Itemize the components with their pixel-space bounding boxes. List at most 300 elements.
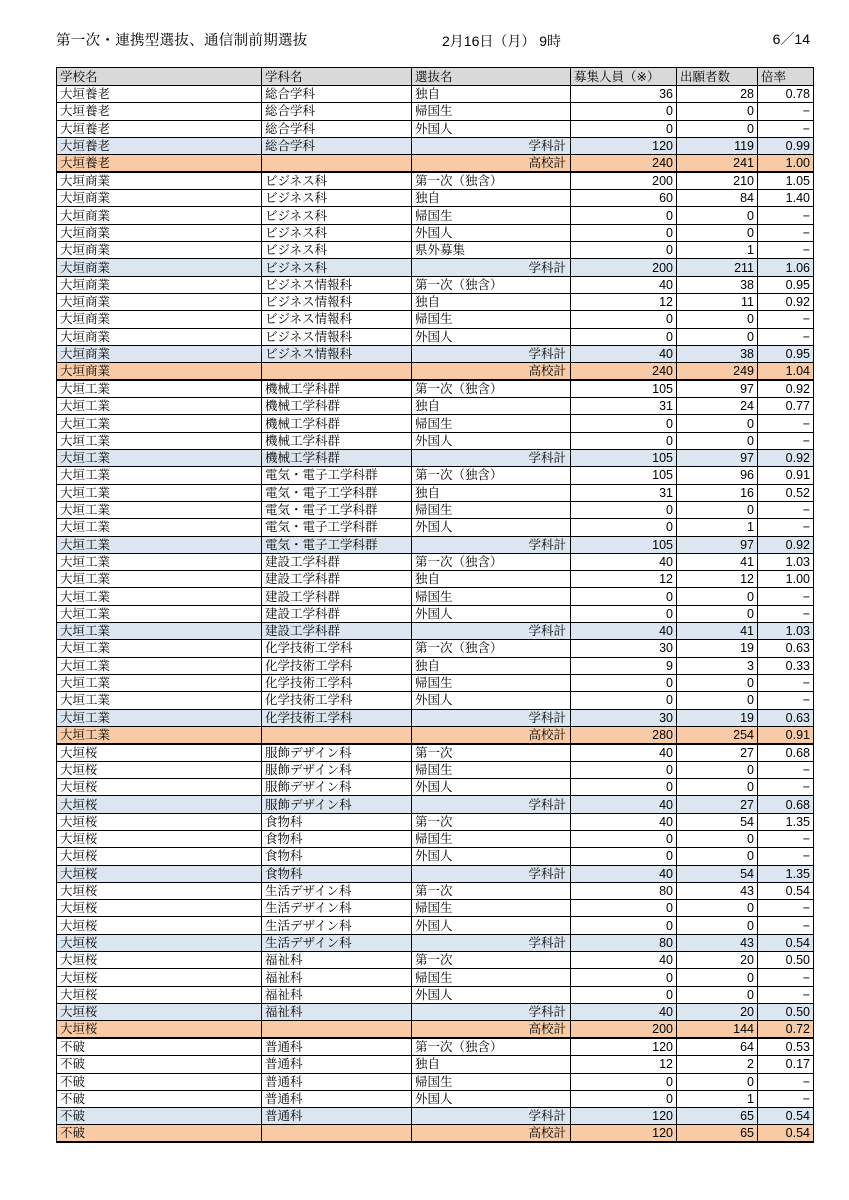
cell-selection: 外国人 [412, 120, 571, 137]
cell-quota: 12 [571, 571, 677, 588]
cell-ratio: 0.50 [758, 1003, 814, 1020]
cell-school: 不破 [57, 1125, 262, 1143]
cell-department: 電気・電子工学科群 [262, 519, 412, 536]
cell-ratio: − [758, 1073, 814, 1090]
cell-school: 大垣桜 [57, 1003, 262, 1020]
cell-department: 生活デザイン科 [262, 882, 412, 899]
cell-selection: 外国人 [412, 224, 571, 241]
cell-ratio: 1.35 [758, 813, 814, 830]
cell-school: 大垣桜 [57, 830, 262, 847]
cell-quota: 12 [571, 1056, 677, 1073]
cell-school: 大垣工業 [57, 432, 262, 449]
cell-school: 大垣商業 [57, 259, 262, 276]
cell-ratio: − [758, 432, 814, 449]
table-row [57, 779, 814, 796]
cell-applicants: 27 [677, 796, 758, 813]
cell-applicants: 97 [677, 450, 758, 467]
cell-ratio: 0.63 [758, 709, 814, 726]
cell-selection: 学科計 [412, 1003, 571, 1020]
cell-selection: 学科計 [412, 536, 571, 553]
table-row [57, 952, 814, 969]
cell-selection: 帰国生 [412, 674, 571, 691]
cell-quota: 0 [571, 588, 677, 605]
cell-selection: 学科計 [412, 259, 571, 276]
cell-selection: 外国人 [412, 917, 571, 934]
table-row [57, 761, 814, 778]
cell-school: 大垣工業 [57, 674, 262, 691]
cell-applicants: 65 [677, 1125, 758, 1143]
cell-department [262, 726, 412, 744]
cell-quota: 240 [571, 363, 677, 381]
cell-school: 大垣工業 [57, 415, 262, 432]
table-row [57, 900, 814, 917]
cell-quota: 0 [571, 986, 677, 1003]
cell-school: 大垣桜 [57, 1021, 262, 1039]
table-row [57, 588, 814, 605]
cell-ratio: − [758, 900, 814, 917]
cell-ratio: − [758, 692, 814, 709]
cell-ratio: 1.00 [758, 155, 814, 173]
cell-school: 大垣工業 [57, 571, 262, 588]
cell-quota: 280 [571, 726, 677, 744]
cell-ratio: 0.91 [758, 726, 814, 744]
cell-ratio: 1.40 [758, 190, 814, 207]
cell-school: 大垣商業 [57, 363, 262, 381]
cell-selection: 独自 [412, 86, 571, 103]
table-row [57, 328, 814, 345]
cell-selection: 第一次 [412, 952, 571, 969]
cell-quota: 0 [571, 103, 677, 120]
cell-ratio: − [758, 1090, 814, 1107]
cell-applicants: 119 [677, 137, 758, 154]
cell-quota: 0 [571, 1090, 677, 1107]
cell-school: 大垣工業 [57, 398, 262, 415]
table-row [57, 674, 814, 691]
cell-quota: 105 [571, 536, 677, 553]
cell-school: 大垣桜 [57, 952, 262, 969]
cell-quota: 200 [571, 259, 677, 276]
admissions-table-container [56, 67, 813, 1143]
table-row [57, 865, 814, 882]
cell-selection: 第一次 [412, 882, 571, 899]
cell-quota: 0 [571, 848, 677, 865]
table-row [57, 744, 814, 762]
table-row [57, 501, 814, 518]
cell-selection: 第一次（独含） [412, 640, 571, 657]
cell-department: 化学技術工学科 [262, 692, 412, 709]
cell-school: 大垣商業 [57, 328, 262, 345]
cell-school: 大垣商業 [57, 345, 262, 362]
cell-selection: 第一次（独含） [412, 380, 571, 398]
cell-ratio: − [758, 207, 814, 224]
cell-school: 大垣桜 [57, 796, 262, 813]
table-row [57, 969, 814, 986]
cell-applicants: 0 [677, 969, 758, 986]
table-row [57, 415, 814, 432]
cell-selection: 外国人 [412, 605, 571, 622]
cell-selection: 帰国生 [412, 103, 571, 120]
cell-ratio: − [758, 242, 814, 259]
cell-department: 建設工学科群 [262, 571, 412, 588]
cell-department: 総合学科 [262, 120, 412, 137]
cell-selection: 帰国生 [412, 415, 571, 432]
table-row [57, 155, 814, 173]
header-date: 2月16日（月） 9時 [442, 33, 562, 49]
cell-school: 大垣商業 [57, 276, 262, 293]
cell-quota: 0 [571, 692, 677, 709]
cell-quota: 105 [571, 380, 677, 398]
cell-applicants: 0 [677, 848, 758, 865]
cell-quota: 240 [571, 155, 677, 173]
table-header-row [57, 68, 814, 86]
cell-department: ビジネス科 [262, 224, 412, 241]
cell-quota: 40 [571, 813, 677, 830]
table-row [57, 450, 814, 467]
cell-selection: 帰国生 [412, 501, 571, 518]
cell-school: 大垣商業 [57, 293, 262, 310]
table-row [57, 311, 814, 328]
cell-ratio: 0.52 [758, 484, 814, 501]
cell-school: 不破 [57, 1038, 262, 1056]
cell-school: 大垣商業 [57, 190, 262, 207]
cell-school: 大垣養老 [57, 103, 262, 120]
cell-department: 食物科 [262, 865, 412, 882]
cell-school: 大垣工業 [57, 484, 262, 501]
cell-ratio: − [758, 917, 814, 934]
table-row [57, 623, 814, 640]
table-row [57, 1108, 814, 1125]
cell-school: 大垣工業 [57, 467, 262, 484]
cell-selection: 第一次（独含） [412, 1038, 571, 1056]
cell-ratio: − [758, 986, 814, 1003]
cell-department: 機械工学科群 [262, 398, 412, 415]
cell-applicants: 0 [677, 830, 758, 847]
cell-applicants: 38 [677, 345, 758, 362]
cell-department: 建設工学科群 [262, 623, 412, 640]
table-row [57, 1073, 814, 1090]
cell-applicants: 0 [677, 328, 758, 345]
cell-selection: 独自 [412, 398, 571, 415]
table-body [57, 86, 814, 1143]
cell-applicants: 19 [677, 709, 758, 726]
cell-school: 大垣商業 [57, 207, 262, 224]
cell-department: 生活デザイン科 [262, 934, 412, 951]
cell-ratio: 0.95 [758, 276, 814, 293]
table-row [57, 605, 814, 622]
cell-ratio: 0.68 [758, 744, 814, 762]
table-row [57, 242, 814, 259]
cell-applicants: 0 [677, 692, 758, 709]
cell-quota: 120 [571, 1038, 677, 1056]
cell-quota: 80 [571, 882, 677, 899]
cell-applicants: 65 [677, 1108, 758, 1125]
cell-ratio: − [758, 103, 814, 120]
page-number: 6／14 [772, 31, 810, 47]
cell-quota: 0 [571, 432, 677, 449]
cell-school: 大垣桜 [57, 917, 262, 934]
cell-selection: 第一次（独含） [412, 172, 571, 190]
table-row [57, 986, 814, 1003]
cell-school: 大垣桜 [57, 900, 262, 917]
cell-quota: 36 [571, 86, 677, 103]
cell-ratio: 0.54 [758, 934, 814, 951]
cell-ratio: − [758, 674, 814, 691]
cell-quota: 0 [571, 242, 677, 259]
cell-quota: 40 [571, 553, 677, 570]
cell-department: 福祉科 [262, 986, 412, 1003]
cell-school: 大垣桜 [57, 761, 262, 778]
cell-selection: 高校計 [412, 726, 571, 744]
cell-selection: 高校計 [412, 1021, 571, 1039]
cell-department [262, 363, 412, 381]
cell-quota: 40 [571, 1003, 677, 1020]
cell-department: 生活デザイン科 [262, 900, 412, 917]
cell-department: 普通科 [262, 1073, 412, 1090]
column-header-ratio: 倍率 [758, 68, 814, 86]
cell-applicants: 41 [677, 623, 758, 640]
cell-quota: 120 [571, 137, 677, 154]
cell-applicants: 11 [677, 293, 758, 310]
cell-school: 大垣養老 [57, 120, 262, 137]
cell-department: 化学技術工学科 [262, 709, 412, 726]
cell-quota: 0 [571, 917, 677, 934]
cell-ratio: 0.54 [758, 1125, 814, 1143]
cell-department: 化学技術工学科 [262, 674, 412, 691]
cell-applicants: 0 [677, 917, 758, 934]
cell-department: 普通科 [262, 1056, 412, 1073]
cell-applicants: 38 [677, 276, 758, 293]
cell-school: 大垣桜 [57, 969, 262, 986]
table-row [57, 398, 814, 415]
cell-quota: 9 [571, 657, 677, 674]
cell-quota: 0 [571, 311, 677, 328]
table-row [57, 363, 814, 381]
cell-selection: 外国人 [412, 519, 571, 536]
cell-school: 大垣養老 [57, 155, 262, 173]
cell-applicants: 43 [677, 882, 758, 899]
cell-school: 大垣桜 [57, 779, 262, 796]
cell-selection: 第一次（独含） [412, 276, 571, 293]
cell-ratio: 0.78 [758, 86, 814, 103]
cell-ratio: 0.92 [758, 380, 814, 398]
cell-school: 大垣桜 [57, 986, 262, 1003]
cell-department: 普通科 [262, 1108, 412, 1125]
cell-department: 普通科 [262, 1038, 412, 1056]
cell-selection: 高校計 [412, 363, 571, 381]
table-row [57, 276, 814, 293]
table-row [57, 380, 814, 398]
cell-applicants: 20 [677, 1003, 758, 1020]
cell-department: 服飾デザイン科 [262, 779, 412, 796]
cell-applicants: 0 [677, 103, 758, 120]
cell-applicants: 211 [677, 259, 758, 276]
cell-quota: 40 [571, 744, 677, 762]
cell-ratio: 0.77 [758, 398, 814, 415]
column-header-quota: 募集人員（※） [571, 68, 677, 86]
cell-applicants: 0 [677, 207, 758, 224]
cell-quota: 0 [571, 415, 677, 432]
cell-quota: 31 [571, 398, 677, 415]
cell-department: ビジネス情報科 [262, 293, 412, 310]
cell-quota: 60 [571, 190, 677, 207]
cell-department [262, 1021, 412, 1039]
cell-selection: 学科計 [412, 796, 571, 813]
admissions-table [56, 67, 814, 1143]
cell-ratio: 1.03 [758, 553, 814, 570]
cell-applicants: 3 [677, 657, 758, 674]
cell-quota: 105 [571, 450, 677, 467]
cell-department: 食物科 [262, 830, 412, 847]
cell-quota: 200 [571, 172, 677, 190]
table-row [57, 467, 814, 484]
cell-school: 大垣工業 [57, 450, 262, 467]
cell-quota: 40 [571, 952, 677, 969]
column-header-selection: 選抜名 [412, 68, 571, 86]
column-header-applicants: 出願者数 [677, 68, 758, 86]
cell-school: 大垣工業 [57, 605, 262, 622]
cell-quota: 30 [571, 709, 677, 726]
table-row [57, 1090, 814, 1107]
cell-applicants: 19 [677, 640, 758, 657]
cell-school: 大垣工業 [57, 519, 262, 536]
cell-ratio: 0.91 [758, 467, 814, 484]
table-row [57, 484, 814, 501]
cell-school: 不破 [57, 1073, 262, 1090]
table-row [57, 882, 814, 899]
table-row [57, 571, 814, 588]
cell-applicants: 0 [677, 674, 758, 691]
cell-ratio: 1.03 [758, 623, 814, 640]
cell-quota: 0 [571, 830, 677, 847]
table-row [57, 345, 814, 362]
cell-quota: 105 [571, 467, 677, 484]
table-row [57, 657, 814, 674]
cell-selection: 帰国生 [412, 830, 571, 847]
cell-department: ビジネス科 [262, 172, 412, 190]
cell-selection: 独自 [412, 293, 571, 310]
cell-school: 大垣商業 [57, 224, 262, 241]
cell-ratio: 0.53 [758, 1038, 814, 1056]
cell-applicants: 54 [677, 865, 758, 882]
cell-department: 電気・電子工学科群 [262, 501, 412, 518]
cell-selection: 外国人 [412, 848, 571, 865]
cell-applicants: 0 [677, 779, 758, 796]
table-row [57, 190, 814, 207]
table-row [57, 1125, 814, 1143]
cell-quota: 0 [571, 761, 677, 778]
cell-ratio: 0.68 [758, 796, 814, 813]
cell-ratio: − [758, 761, 814, 778]
cell-ratio: − [758, 501, 814, 518]
table-row [57, 848, 814, 865]
cell-school: 大垣工業 [57, 692, 262, 709]
cell-school: 大垣養老 [57, 137, 262, 154]
cell-department: ビジネス情報科 [262, 311, 412, 328]
cell-applicants: 97 [677, 380, 758, 398]
cell-ratio: 1.05 [758, 172, 814, 190]
table-row [57, 1038, 814, 1056]
cell-ratio: 1.00 [758, 571, 814, 588]
cell-department: ビジネス情報科 [262, 328, 412, 345]
cell-school: 大垣工業 [57, 726, 262, 744]
cell-quota: 0 [571, 1073, 677, 1090]
cell-school: 大垣工業 [57, 553, 262, 570]
cell-selection: 高校計 [412, 1125, 571, 1143]
cell-selection: 独自 [412, 1056, 571, 1073]
table-row [57, 120, 814, 137]
cell-ratio: − [758, 848, 814, 865]
cell-department: 生活デザイン科 [262, 917, 412, 934]
cell-ratio: 0.92 [758, 450, 814, 467]
cell-quota: 31 [571, 484, 677, 501]
cell-department: 普通科 [262, 1090, 412, 1107]
cell-selection: 学科計 [412, 345, 571, 362]
cell-department: ビジネス情報科 [262, 345, 412, 362]
cell-applicants: 41 [677, 553, 758, 570]
cell-selection: 学科計 [412, 623, 571, 640]
cell-applicants: 210 [677, 172, 758, 190]
cell-department: ビジネス情報科 [262, 276, 412, 293]
cell-department: 福祉科 [262, 1003, 412, 1020]
cell-department: 福祉科 [262, 969, 412, 986]
cell-school: 大垣工業 [57, 380, 262, 398]
cell-applicants: 16 [677, 484, 758, 501]
cell-department: 機械工学科群 [262, 415, 412, 432]
cell-department: 服飾デザイン科 [262, 761, 412, 778]
table-row [57, 103, 814, 120]
table-row [57, 813, 814, 830]
cell-department: 食物科 [262, 848, 412, 865]
cell-ratio: 0.17 [758, 1056, 814, 1073]
cell-quota: 40 [571, 276, 677, 293]
cell-selection: 第一次 [412, 813, 571, 830]
cell-selection: 帰国生 [412, 207, 571, 224]
cell-school: 大垣商業 [57, 172, 262, 190]
cell-school: 大垣工業 [57, 588, 262, 605]
cell-applicants: 249 [677, 363, 758, 381]
table-row [57, 553, 814, 570]
cell-school: 大垣養老 [57, 86, 262, 103]
cell-applicants: 1 [677, 519, 758, 536]
table-row [57, 1003, 814, 1020]
cell-department: 化学技術工学科 [262, 657, 412, 674]
cell-applicants: 0 [677, 761, 758, 778]
cell-ratio: 0.50 [758, 952, 814, 969]
cell-selection: 外国人 [412, 986, 571, 1003]
cell-selection: 第一次（独含） [412, 553, 571, 570]
cell-department: 総合学科 [262, 137, 412, 154]
cell-ratio: 0.95 [758, 345, 814, 362]
cell-applicants: 0 [677, 432, 758, 449]
cell-school: 大垣工業 [57, 536, 262, 553]
cell-applicants: 54 [677, 813, 758, 830]
cell-selection: 第一次 [412, 744, 571, 762]
cell-department: 建設工学科群 [262, 588, 412, 605]
table-row [57, 726, 814, 744]
table-row [57, 640, 814, 657]
cell-selection: 外国人 [412, 779, 571, 796]
cell-school: 大垣桜 [57, 848, 262, 865]
table-row [57, 519, 814, 536]
cell-applicants: 254 [677, 726, 758, 744]
cell-applicants: 27 [677, 744, 758, 762]
cell-ratio: − [758, 415, 814, 432]
cell-ratio: 0.54 [758, 1108, 814, 1125]
cell-applicants: 144 [677, 1021, 758, 1039]
cell-department: 服飾デザイン科 [262, 796, 412, 813]
cell-ratio: − [758, 120, 814, 137]
cell-applicants: 1 [677, 242, 758, 259]
